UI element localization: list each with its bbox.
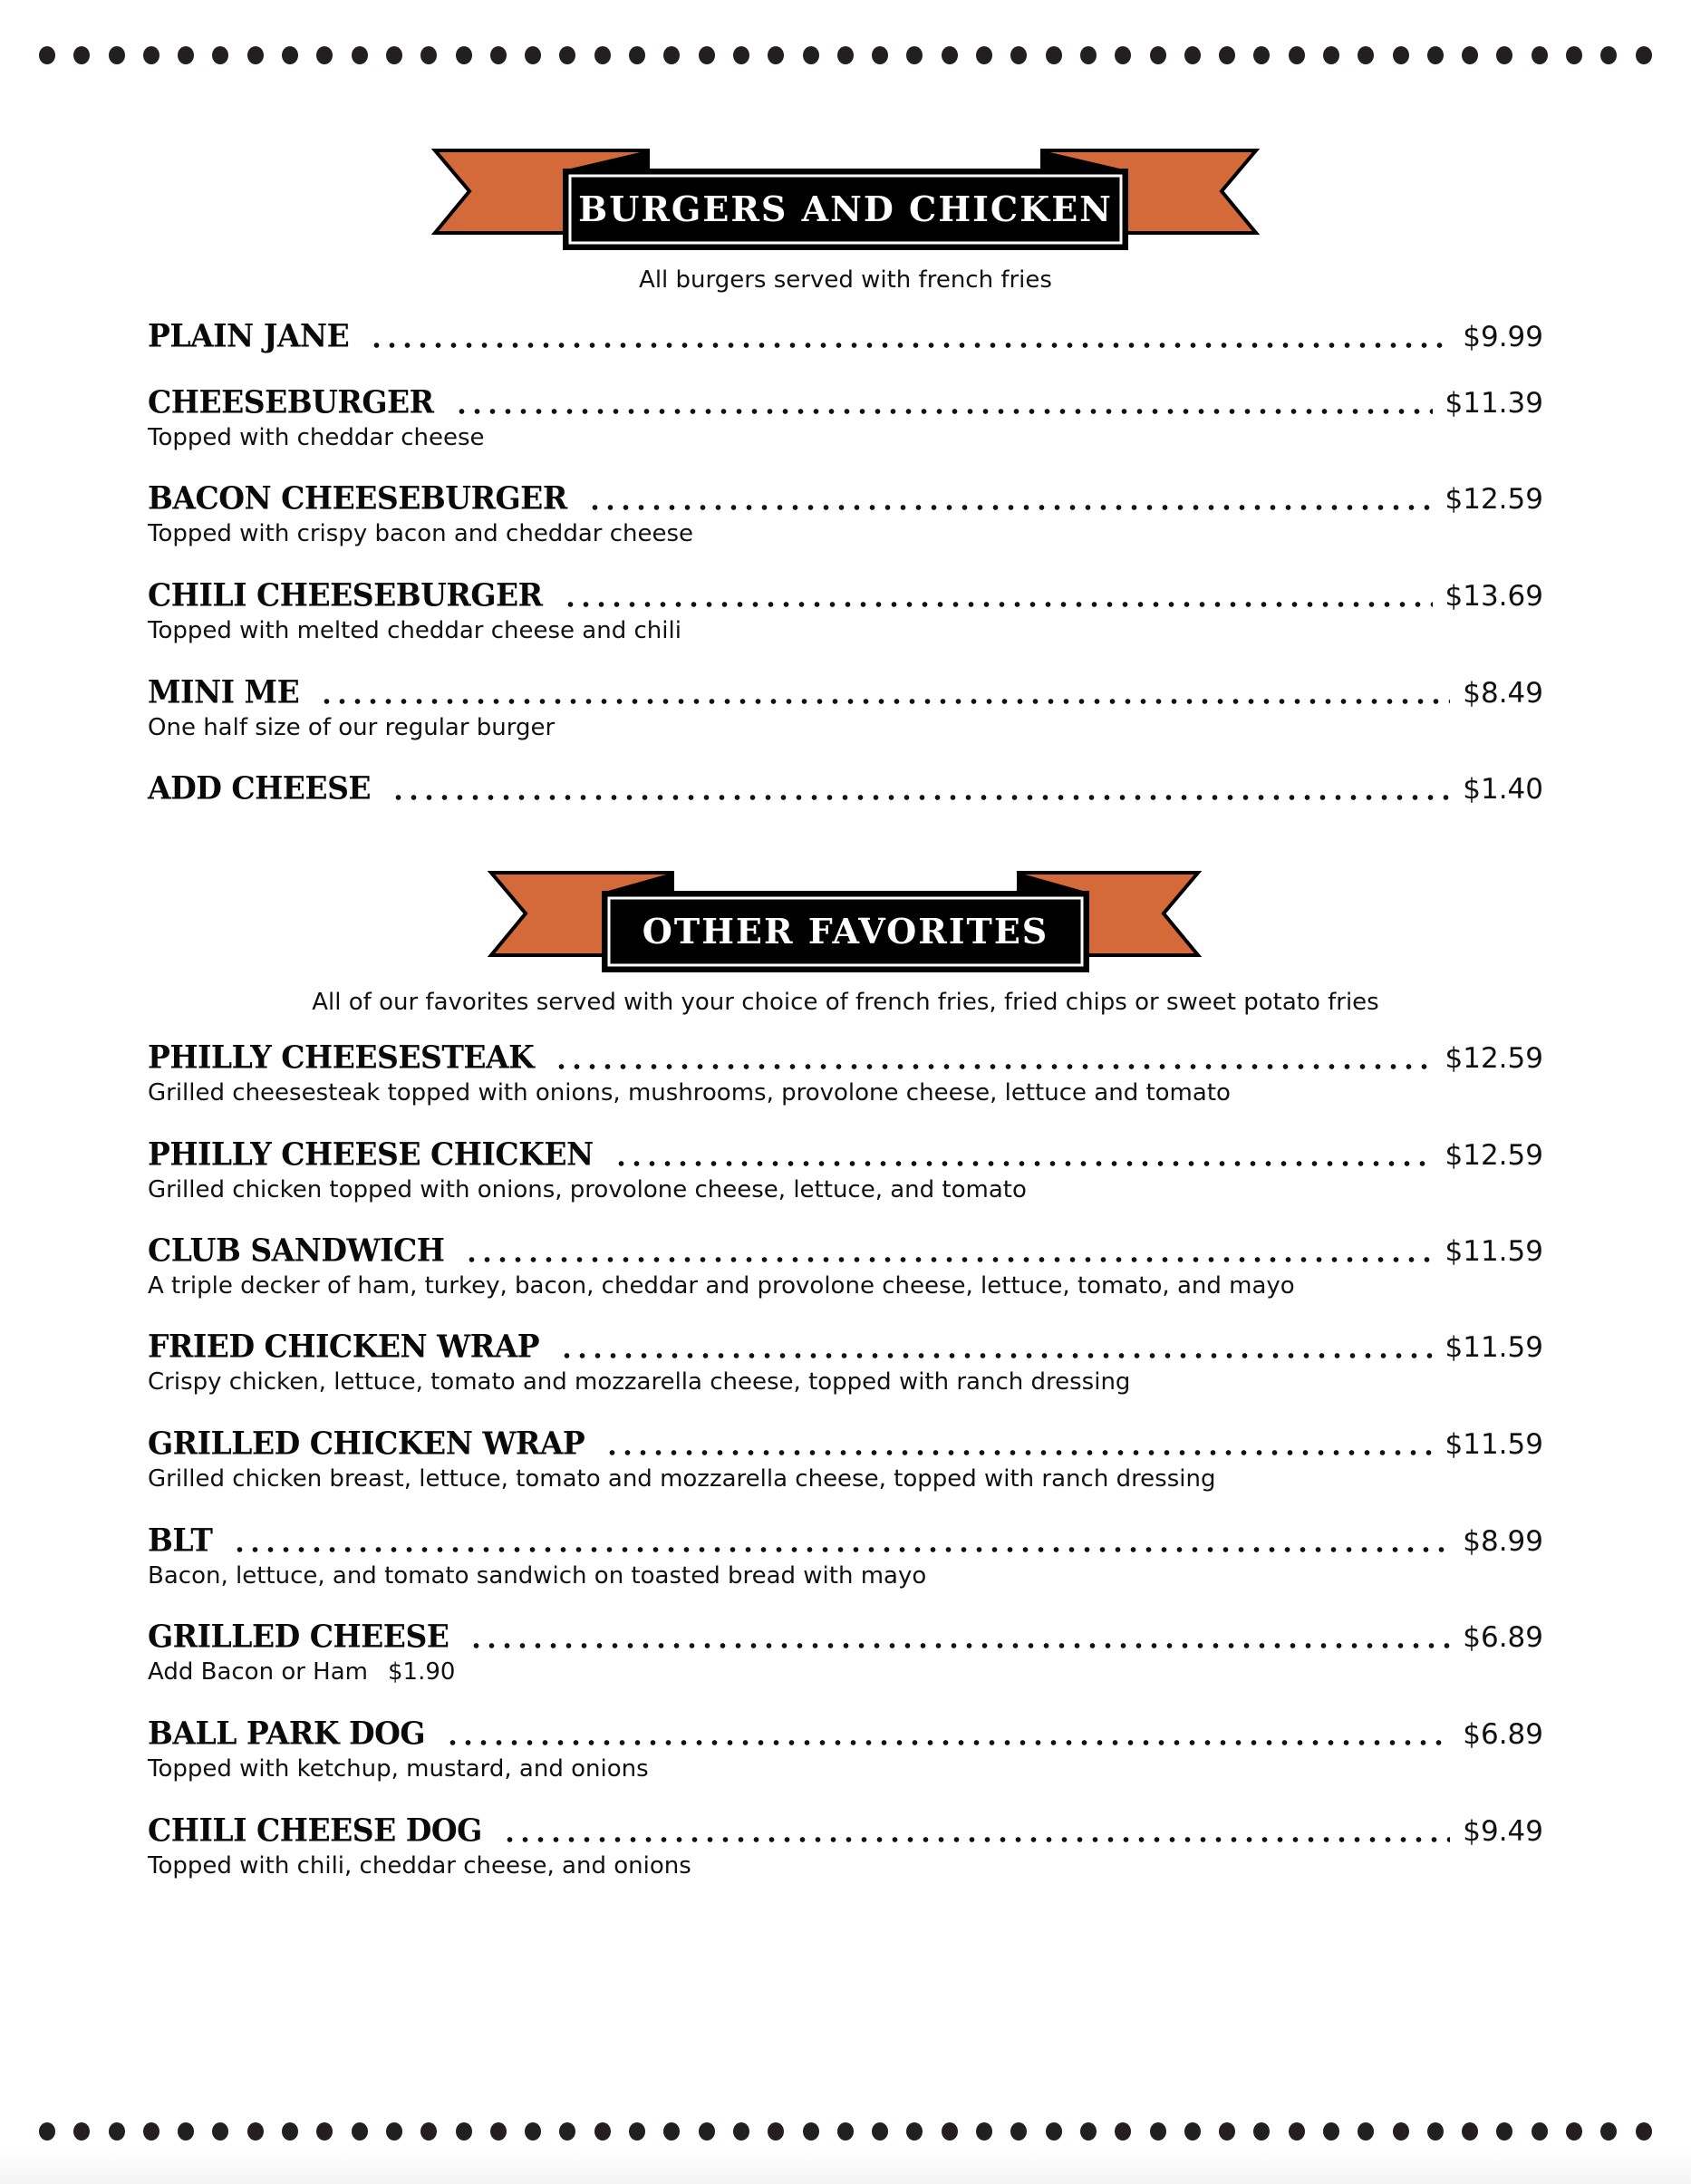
description-text: A triple decker of ham, turkey, bacon, cheddar and provolone cheese, lettuce, tomato, and mayo [148, 1272, 1295, 1300]
menu-item [148, 577, 1543, 644]
dot-ornament [1253, 2122, 1270, 2141]
menu-item-price: $9.49 [1463, 1815, 1543, 1848]
dot-ornament [1080, 46, 1097, 64]
section-title: OTHER FAVORITES [642, 911, 1049, 952]
dot-leader [587, 505, 1433, 510]
dot-ornament [282, 46, 298, 64]
dot-ornament [1393, 46, 1409, 64]
menu-item [148, 1812, 1543, 1880]
menu-item-line [148, 1522, 1543, 1562]
menu-item [148, 1136, 1543, 1203]
dot-ornament [456, 2122, 472, 2141]
dot-ornament [316, 2122, 333, 2141]
menu-item [148, 318, 1543, 358]
dot-ornament [178, 46, 194, 64]
dot-ornament [942, 2122, 958, 2141]
menu-item-price: $8.99 [1463, 1525, 1543, 1558]
menu-item-line [148, 1039, 1543, 1079]
dot-ornament [143, 2122, 159, 2141]
dot-ornament [559, 2122, 575, 2141]
dot-ornament [39, 2122, 55, 2141]
menu-item-price: $11.59 [1445, 1331, 1543, 1364]
dot-ornament [386, 2122, 402, 2141]
menu-item [148, 480, 1543, 547]
menu-item-description [148, 520, 1543, 547]
section-banner-favorites [489, 871, 1202, 974]
menu-item-description [148, 714, 1543, 741]
menu-item-description [148, 1176, 1543, 1203]
dot-ornament [1115, 46, 1131, 64]
dot-ornament [1150, 46, 1166, 64]
dot-ornament [247, 2122, 264, 2141]
menu-item-name: GRILLED CHEESE [148, 1618, 449, 1655]
menu-item-price: $8.49 [1463, 677, 1543, 710]
description-text: Crispy chicken, lettuce, tomato and mozzarella cheese, topped with ranch dressing [148, 1368, 1131, 1396]
dot-ornament [525, 46, 541, 64]
dot-ornament [490, 46, 507, 64]
description-text: Grilled chicken topped with onions, provolone cheese, lettuce, and tomato [148, 1176, 1027, 1203]
dot-ornament [1150, 2122, 1166, 2141]
menu-item-name: BLT [148, 1522, 213, 1559]
description-text: Grilled chicken breast, lettuce, tomato and mozzarella cheese, topped with ranch dressing [148, 1465, 1216, 1493]
menu-item-description [148, 1272, 1543, 1300]
dot-ornament [699, 2122, 715, 2141]
menu-item-name: PLAIN JANE [148, 317, 350, 354]
dot-ornament [1358, 46, 1374, 64]
dot-ornament [73, 2122, 90, 2141]
dot-leader [445, 1740, 1450, 1745]
dot-ornament [699, 46, 715, 64]
menu-item [148, 1329, 1543, 1396]
menu-item-description [148, 1465, 1543, 1493]
dot-ornament [629, 46, 645, 64]
dot-ornament [1600, 2122, 1617, 2141]
dot-ornament [73, 46, 90, 64]
menu-item [148, 674, 1543, 741]
menu-item-price: $9.99 [1463, 321, 1543, 353]
dot-ornament [663, 46, 680, 64]
dot-ornament [352, 46, 368, 64]
menu-item-price: $6.89 [1463, 1718, 1543, 1751]
dot-ornament [1427, 46, 1444, 64]
menu-item-price: $12.59 [1445, 1139, 1543, 1172]
description-text: Topped with melted cheddar cheese and chili [148, 617, 681, 644]
menu-item-name: PHILLY CHEESE CHICKEN [148, 1135, 594, 1173]
dot-leader [502, 1837, 1450, 1842]
dot-ornament [212, 46, 228, 64]
section-subtitle: All of our favorites served with your choice of french fries, fried chips or sweet potato fries [312, 989, 1379, 1016]
menu-item [148, 1039, 1543, 1106]
menu-item [148, 1232, 1543, 1300]
menu-item-name: GRILLED CHICKEN WRAP [148, 1425, 585, 1462]
menu-item-line [148, 1136, 1543, 1176]
dot-ornament [1358, 2122, 1374, 2141]
dot-leader [369, 343, 1450, 348]
menu-item-line [148, 480, 1543, 520]
dot-ornament [1323, 46, 1339, 64]
dot-ornament [1427, 2122, 1444, 2141]
dot-ornament [1566, 2122, 1582, 2141]
dot-leader [604, 1450, 1432, 1455]
section-title: BURGERS AND CHICKEN [578, 188, 1113, 229]
description-text: Topped with cheddar cheese [148, 424, 485, 451]
menu-item-description [148, 1658, 1543, 1686]
dot-ornament [559, 46, 575, 64]
bottom-dot-border [39, 2122, 1652, 2141]
dot-ornament [906, 2122, 923, 2141]
dot-ornament [663, 2122, 680, 2141]
dot-ornament [1219, 46, 1235, 64]
menu-item-line [148, 1329, 1543, 1368]
menu-item-line [148, 1232, 1543, 1272]
dot-ornament [1323, 2122, 1339, 2141]
dot-ornament [837, 2122, 854, 2141]
dot-ornament [420, 46, 437, 64]
dot-ornament [109, 46, 125, 64]
dot-ornament [976, 46, 992, 64]
dot-leader [563, 602, 1433, 607]
dot-ornament [594, 46, 611, 64]
dot-ornament [1532, 2122, 1548, 2141]
dot-ornament [316, 46, 333, 64]
dot-leader [319, 699, 1450, 704]
dot-leader [464, 1257, 1432, 1262]
dot-ornament [1010, 46, 1027, 64]
dot-ornament [1289, 2122, 1305, 2141]
menu-item [148, 1522, 1543, 1590]
menu-item [148, 770, 1543, 810]
menu-item-name: CHEESEBURGER [148, 383, 434, 420]
menu-item-price: $13.69 [1445, 580, 1543, 613]
menu-item [148, 1619, 1543, 1686]
dot-ornament [109, 2122, 125, 2141]
dot-ornament [386, 46, 402, 64]
dot-ornament [143, 46, 159, 64]
menu-item-price: $11.59 [1445, 1428, 1543, 1461]
dot-leader [232, 1547, 1450, 1552]
menu-item [148, 1715, 1543, 1783]
dot-ornament [212, 2122, 228, 2141]
dot-ornament [1289, 46, 1305, 64]
top-dot-border [39, 46, 1652, 64]
dot-ornament [1566, 46, 1582, 64]
dot-leader [454, 409, 1433, 414]
menu-item-line [148, 770, 1543, 810]
description-text: Add Bacon or Ham [148, 1658, 368, 1686]
description-text: Bacon, lettuce, and tomato sandwich on toasted bread with mayo [148, 1562, 927, 1590]
description-text: Topped with ketchup, mustard, and onions [148, 1755, 649, 1783]
dot-ornament [872, 46, 888, 64]
menu-item-price: $11.39 [1445, 387, 1543, 420]
dot-ornament [525, 2122, 541, 2141]
menu-item-description [148, 1755, 1543, 1783]
dot-ornament [768, 46, 784, 64]
dot-ornament [1046, 2122, 1062, 2141]
menu-item-name: ADD CHEESE [148, 769, 372, 807]
dot-ornament [1496, 46, 1512, 64]
menu-item-name: CHILI CHEESE DOG [148, 1812, 482, 1849]
menu-item-line [148, 577, 1543, 617]
dot-ornament [976, 2122, 992, 2141]
dot-leader [614, 1161, 1433, 1166]
menu-item-line [148, 318, 1543, 358]
menu-item-line [148, 1619, 1543, 1658]
dot-ornament [803, 2122, 819, 2141]
dot-ornament [1115, 2122, 1131, 2141]
dot-ornament [420, 2122, 437, 2141]
menu-item-description [148, 1368, 1543, 1396]
dot-ornament [1532, 46, 1548, 64]
dot-ornament [1219, 2122, 1235, 2141]
dot-ornament [456, 46, 472, 64]
menu-item-price: $11.59 [1445, 1235, 1543, 1268]
menu-item-name: PHILLY CHEESESTEAK [148, 1039, 535, 1076]
menu-item-line [148, 674, 1543, 714]
dot-ornament [1636, 2122, 1652, 2141]
menu-item-price: $12.59 [1445, 1042, 1543, 1075]
dot-ornament [906, 46, 923, 64]
menu-item-name: CHILI CHEESEBURGER [148, 576, 543, 614]
add-on-price: $1.90 [388, 1658, 456, 1686]
menu-item-name: CLUB SANDWICH [148, 1232, 445, 1269]
menu-item-line [148, 384, 1543, 424]
menu-item-name: BALL PARK DOG [148, 1715, 426, 1752]
dot-ornament [1462, 46, 1478, 64]
dot-leader [391, 795, 1450, 800]
dot-ornament [629, 2122, 645, 2141]
menu-item-name: BACON CHEESEBURGER [148, 479, 567, 517]
dot-leader [554, 1064, 1432, 1069]
description-text: Topped with crispy bacon and cheddar cheese [148, 520, 694, 547]
menu-item-line [148, 1812, 1543, 1852]
dot-leader [469, 1643, 1450, 1648]
dot-ornament [837, 46, 854, 64]
menu-item-name: MINI ME [148, 673, 300, 710]
dot-ornament [768, 2122, 784, 2141]
description-text: Grilled cheesesteak topped with onions, mushrooms, provolone cheese, lettuce and tomato [148, 1079, 1231, 1106]
dot-ornament [178, 2122, 194, 2141]
dot-ornament [39, 46, 55, 64]
section-subtitle: All burgers served with french fries [639, 266, 1052, 294]
dot-ornament [594, 2122, 611, 2141]
description-text: One half size of our regular burger [148, 714, 556, 741]
dot-ornament [490, 2122, 507, 2141]
dot-ornament [1600, 46, 1617, 64]
dot-leader [559, 1353, 1432, 1358]
menu-item-price: $6.89 [1463, 1621, 1543, 1654]
dot-ornament [282, 2122, 298, 2141]
dot-ornament [1496, 2122, 1512, 2141]
dot-ornament [1253, 46, 1270, 64]
menu-item-name: FRIED CHICKEN WRAP [148, 1328, 540, 1365]
dot-ornament [1462, 2122, 1478, 2141]
dot-ornament [1636, 46, 1652, 64]
menu-item-description [148, 617, 1543, 644]
dot-ornament [1046, 46, 1062, 64]
menu-item-line [148, 1425, 1543, 1465]
dot-ornament [733, 2122, 749, 2141]
dot-ornament [733, 46, 749, 64]
dot-ornament [942, 46, 958, 64]
dot-ornament [1080, 2122, 1097, 2141]
menu-item [148, 1425, 1543, 1493]
menu-item-description [148, 1079, 1543, 1106]
menu-item-price: $1.40 [1463, 773, 1543, 806]
menu-item-line [148, 1715, 1543, 1755]
dot-ornament [803, 46, 819, 64]
dot-ornament [352, 2122, 368, 2141]
menu-item-description [148, 1852, 1543, 1880]
menu-item-description [148, 424, 1543, 451]
dot-ornament [247, 46, 264, 64]
section-banner-burgers [433, 149, 1260, 252]
dot-ornament [1393, 2122, 1409, 2141]
menu-item [148, 384, 1543, 451]
dot-ornament [872, 2122, 888, 2141]
description-text: Topped with chili, cheddar cheese, and onions [148, 1852, 691, 1880]
menu-item-description [148, 1562, 1543, 1590]
dot-ornament [1184, 2122, 1201, 2141]
dot-ornament [1010, 2122, 1027, 2141]
dot-ornament [1184, 46, 1201, 64]
menu-item-price: $12.59 [1445, 483, 1543, 516]
